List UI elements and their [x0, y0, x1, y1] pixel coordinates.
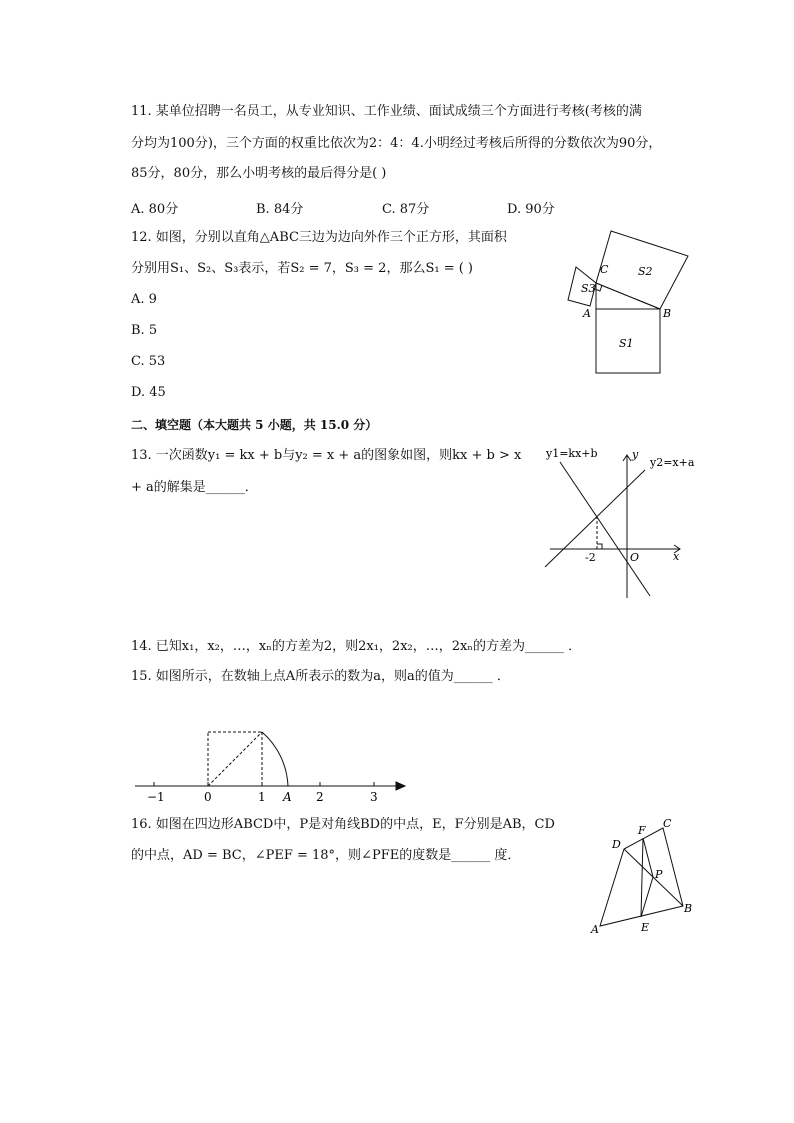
- label-a: A: [583, 307, 591, 320]
- label-s2: S2: [638, 265, 653, 278]
- diagonal-bd: [624, 849, 683, 906]
- q16-quadrilateral-figure: [585, 812, 700, 937]
- q11-option-b: B. 84分: [256, 202, 304, 217]
- label-e: E: [641, 921, 650, 934]
- segment-fe: [641, 838, 643, 917]
- q13-line-1: 13. 一次函数y₁ = kx + b与y₂ = x + a的图象如图，则kx + b > x: [131, 448, 522, 463]
- q13-line-2: + a的解集是______．: [131, 480, 258, 495]
- arc: [262, 732, 288, 786]
- q12-line-1: 12. 如图，分别以直角△ABC三边为边向外作三个正方形，其面积: [131, 230, 507, 245]
- tick-label-1: 1: [258, 790, 266, 804]
- q12-option-c: C. 53: [131, 354, 166, 369]
- q11-option-c: C. 87分: [382, 202, 430, 217]
- dashed-diagonal: [208, 732, 262, 786]
- q14-line-1: 14. 已知x₁，x₂，…，xₙ的方差为2，则2x₁，2x₂，…，2xₙ的方差为______ ．: [131, 639, 582, 654]
- label-f: F: [638, 824, 646, 837]
- tick-label-3: 3: [370, 790, 378, 804]
- q11-line-3: 85分，80分，那么小明考核的最后得分是( ): [131, 166, 387, 181]
- label-minus-2: -2: [585, 551, 596, 564]
- q11-option-a: A. 80分: [131, 202, 179, 217]
- segment-pe: [641, 877, 653, 917]
- label-p: P: [655, 868, 663, 881]
- q12-option-b: B. 5: [131, 323, 158, 338]
- q16-line-2: 的中点，AD = BC，∠PEF = 18°，则∠PFE的度数是______ 度．: [131, 848, 521, 863]
- tick-label-0: 0: [204, 790, 212, 804]
- tick-mark: [597, 544, 602, 549]
- tick-label-a: A: [283, 790, 292, 804]
- label-x: x: [673, 550, 680, 563]
- q12-squares-figure: [560, 225, 700, 380]
- q13-graph-figure: [540, 440, 700, 605]
- q15-number-line-figure: [130, 720, 410, 810]
- label-c: C: [663, 817, 672, 830]
- q11-line-2: 分均为100分)，三个方面的权重比依次为2：4：4.小明经过考核后所得的分数依次为90分，: [131, 136, 662, 151]
- tick-label-2: 2: [316, 790, 324, 804]
- label-a: A: [591, 923, 599, 936]
- q12-option-d: D. 45: [131, 385, 166, 400]
- line-y1: [560, 462, 650, 596]
- q12-line-2: 分别用S₁、S₂、S₃表示，若S₂ = 7，S₃ = 2，那么S₁ = ( ): [131, 261, 473, 276]
- label-origin: O: [630, 551, 640, 564]
- q15-line-1: 15. 如图所示，在数轴上点A所表示的数为a，则a的值为______ ．: [131, 669, 510, 684]
- label-d: D: [612, 838, 621, 851]
- triangle-abc: [596, 283, 660, 309]
- label-c: C: [600, 263, 609, 276]
- label-b: B: [684, 902, 693, 915]
- label-y1: y1=kx+b: [546, 447, 598, 460]
- label-s3: S3: [581, 282, 596, 295]
- q11-option-d: D. 90分: [507, 202, 555, 217]
- segment-fp: [643, 838, 653, 877]
- label-s1: S1: [619, 337, 634, 350]
- tick-label-minus-1: −1: [147, 790, 165, 804]
- q11-line-1: 11. 某单位招聘一名员工，从专业知识、工作业绩、面试成绩三个方面进行考核(考核的满: [131, 104, 642, 119]
- q12-option-a: A. 9: [131, 292, 157, 307]
- label-y2: y2=x+a: [650, 456, 695, 469]
- label-y: y: [632, 448, 639, 461]
- q16-line-1: 16. 如图在四边形ABCD中，P是对角线BD的中点，E，F分别是AB，CD: [131, 817, 555, 832]
- label-b: B: [663, 307, 672, 320]
- number-line-arrow: [396, 782, 405, 790]
- section-title: 二、填空题（本大题共 5 小题，共 15.0 分）: [131, 418, 378, 432]
